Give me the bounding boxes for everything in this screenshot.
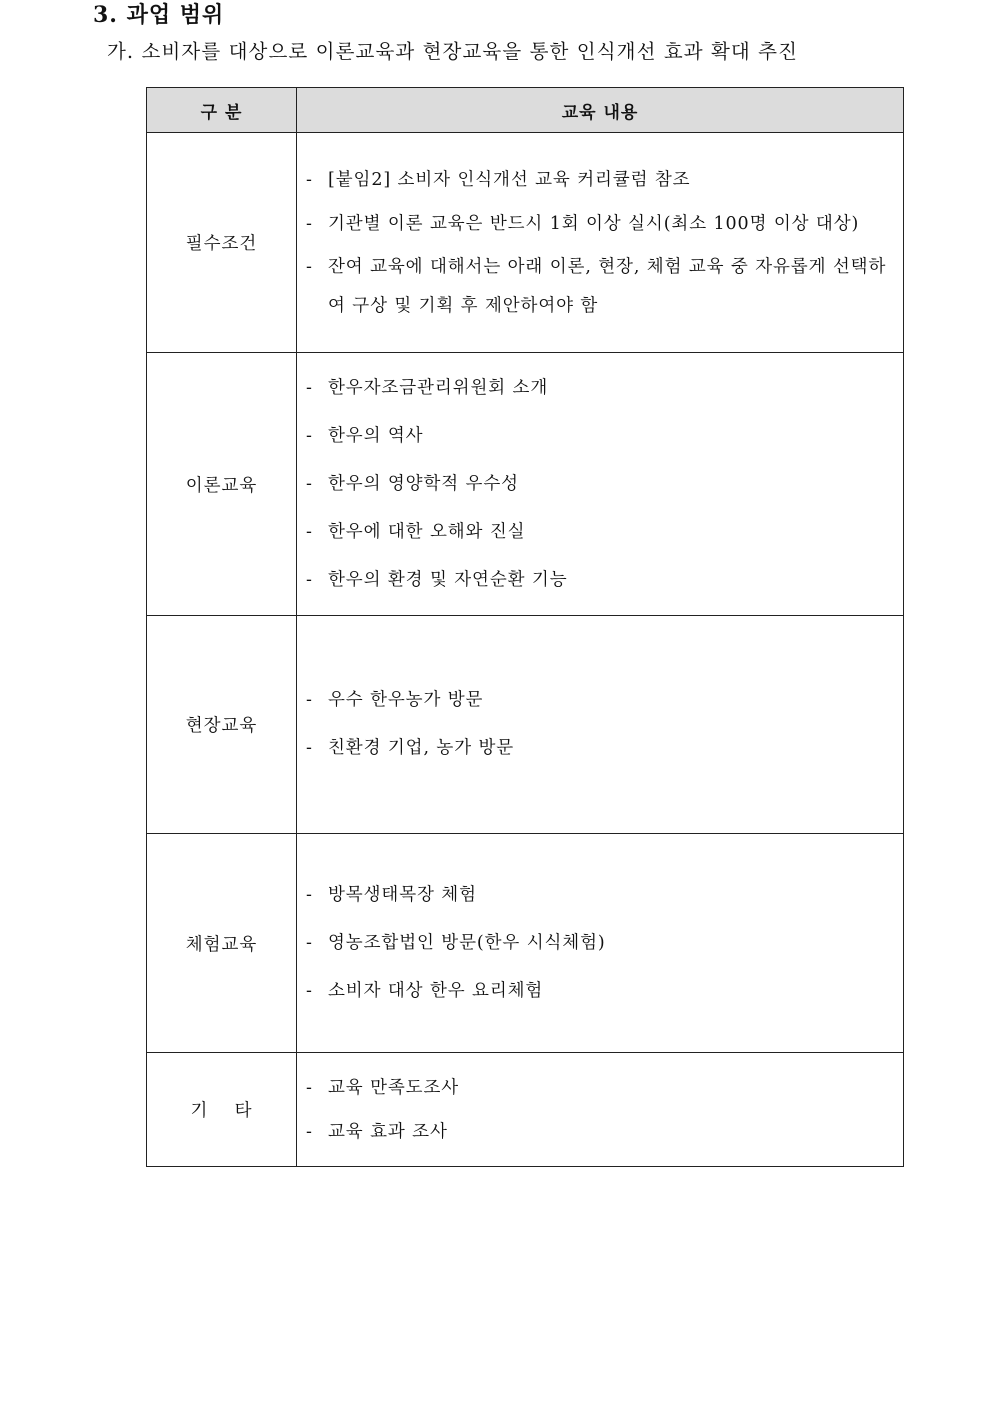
bullet-dash: - xyxy=(306,569,313,590)
bullet-dash: - xyxy=(306,1077,313,1098)
table-row-field xyxy=(147,616,904,834)
table-row-other xyxy=(147,1053,904,1167)
list-item: - 교육 효과 조사 xyxy=(306,1112,893,1152)
bullet-dash: - xyxy=(306,521,313,542)
category-cell: 현장교육 xyxy=(147,616,297,834)
table-row-theory xyxy=(147,353,904,616)
content-cell xyxy=(297,1053,904,1167)
list-item: - 우수 한우농가 방문 xyxy=(306,681,893,720)
content-list xyxy=(306,681,893,768)
bullet-dash: - xyxy=(306,425,313,446)
header-content: 교육 내용 xyxy=(297,88,904,133)
bullet-dash: - xyxy=(306,169,313,190)
content-cell xyxy=(297,616,904,834)
bullet-dash: - xyxy=(306,980,313,1001)
bullet-dash: - xyxy=(306,256,313,277)
list-item: - [붙임2] 소비자 인식개선 교육 커리큘럼 참조 xyxy=(306,160,893,200)
category-cell: 체험교육 xyxy=(147,834,297,1053)
bullet-dash: - xyxy=(306,932,313,953)
list-item: - 기관별 이론 교육은 반드시 1회 이상 실시(최소 100명 이상 대상) xyxy=(306,204,893,244)
section-heading xyxy=(93,0,224,30)
list-item: - 한우에 대한 오해와 진실 xyxy=(306,513,893,552)
bullet-dash: - xyxy=(306,690,313,710)
bullet-dash: - xyxy=(306,884,313,905)
list-item: - 한우의 환경 및 자연순환 기능 xyxy=(306,561,893,600)
list-item: - 한우의 역사 xyxy=(306,417,893,456)
bullet-dash: - xyxy=(306,377,313,398)
section-title: 과업 범위 xyxy=(126,2,225,28)
bullet-dash: - xyxy=(306,738,313,758)
content-list xyxy=(306,160,893,326)
list-item: - 방목생태목장 체험 xyxy=(306,876,893,915)
content-cell xyxy=(297,353,904,616)
list-item: - 소비자 대상 한우 요리체험 xyxy=(306,972,893,1011)
bullet-dash: - xyxy=(306,213,313,234)
content-cell xyxy=(297,133,904,353)
content-list xyxy=(306,876,893,1011)
list-item: - 한우의 영양학적 우수성 xyxy=(306,465,893,504)
category-cell: 필수조건 xyxy=(147,133,297,353)
header-category: 구 분 xyxy=(147,88,297,133)
section-subtitle: 가. 소비자를 대상으로 이론교육과 현장교육을 통한 인식개선 효과 확대 추진 xyxy=(107,40,799,63)
bullet-dash: - xyxy=(306,1121,313,1142)
list-item: - 교육 만족도조사 xyxy=(306,1068,893,1108)
content-cell xyxy=(297,834,904,1053)
list-item: - 영농조합법인 방문(한우 시식체험) xyxy=(306,924,893,963)
category-cell: 이론교육 xyxy=(147,353,297,616)
table-header-row xyxy=(147,88,904,133)
list-item: - 잔여 교육에 대해서는 아래 이론, 현장, 체험 교육 중 자유롭게 선택하여 구상 및 기획 후 제안하여야 함 xyxy=(306,248,893,326)
bullet-dash: - xyxy=(306,473,313,494)
list-item: - 친환경 기업, 농가 방문 xyxy=(306,729,893,768)
list-item: - 한우자조금관리위원회 소개 xyxy=(306,369,893,408)
table-row-experience xyxy=(147,834,904,1053)
category-cell: 기 타 xyxy=(147,1053,297,1167)
table-row-required xyxy=(147,133,904,353)
content-list xyxy=(306,1068,893,1152)
section-number: 3. xyxy=(93,2,118,28)
scope-table xyxy=(146,87,904,1167)
content-list xyxy=(306,369,893,600)
